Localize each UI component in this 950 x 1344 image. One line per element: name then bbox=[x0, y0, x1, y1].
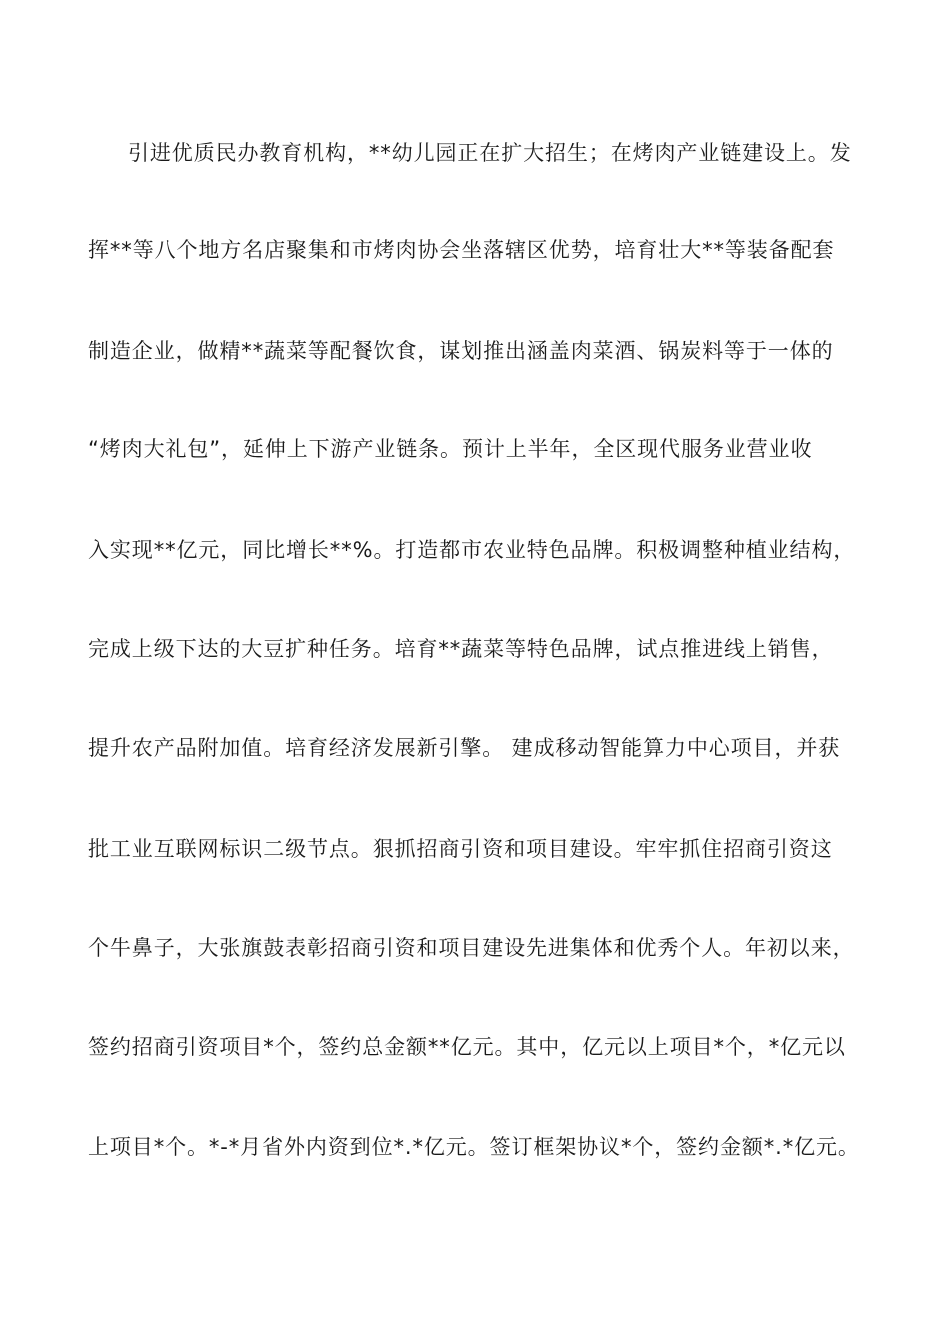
text-line-11: 上项目*个。*-*月省外内资到位*.*亿元。签订框架协议*个，签约金额*.*亿元。 bbox=[88, 1135, 860, 1159]
text-line-5: 入实现**亿元，同比增长**%。打造都市农业特色品牌。积极调整种植业结构， bbox=[88, 538, 856, 562]
text-line-4: “烤肉大礼包”，延伸上下游产业链条。预计上半年，全区现代服务业营业收 bbox=[88, 437, 813, 461]
text-line-10: 签约招商引资项目*个，签约总金额**亿元。其中，亿元以上项目*个，*亿元以 bbox=[88, 1035, 846, 1059]
text-line-8: 批工业互联网标识二级节点。狠抓招商引资和项目建设。牢牢抓住招商引资这 bbox=[88, 837, 833, 861]
text-line-3: 制造企业，做精**蔬菜等配餐饮食，谋划推出涵盖肉菜酒、锅炭料等于一体的 bbox=[88, 339, 834, 363]
text-line-2: 挥**等八个地方名店聚集和市烤肉协会坐落辖区优势，培育壮大**等装备配套 bbox=[88, 238, 835, 262]
text-line-9: 个牛鼻子，大张旗鼓表彰招商引资和项目建设先进集体和优秀个人。年初以来， bbox=[88, 936, 855, 960]
text-line-6: 完成上级下达的大豆扩种任务。培育**蔬菜等特色品牌，试点推进线上销售， bbox=[88, 637, 834, 661]
text-line-1: 引进优质民办教育机构，**幼儿园正在扩大招生；在烤肉产业链建设上。发 bbox=[128, 141, 852, 165]
text-line-7: 提升农产品附加值。培育经济发展新引擎。 建成移动智能算力中心项目，并获 bbox=[88, 736, 841, 760]
